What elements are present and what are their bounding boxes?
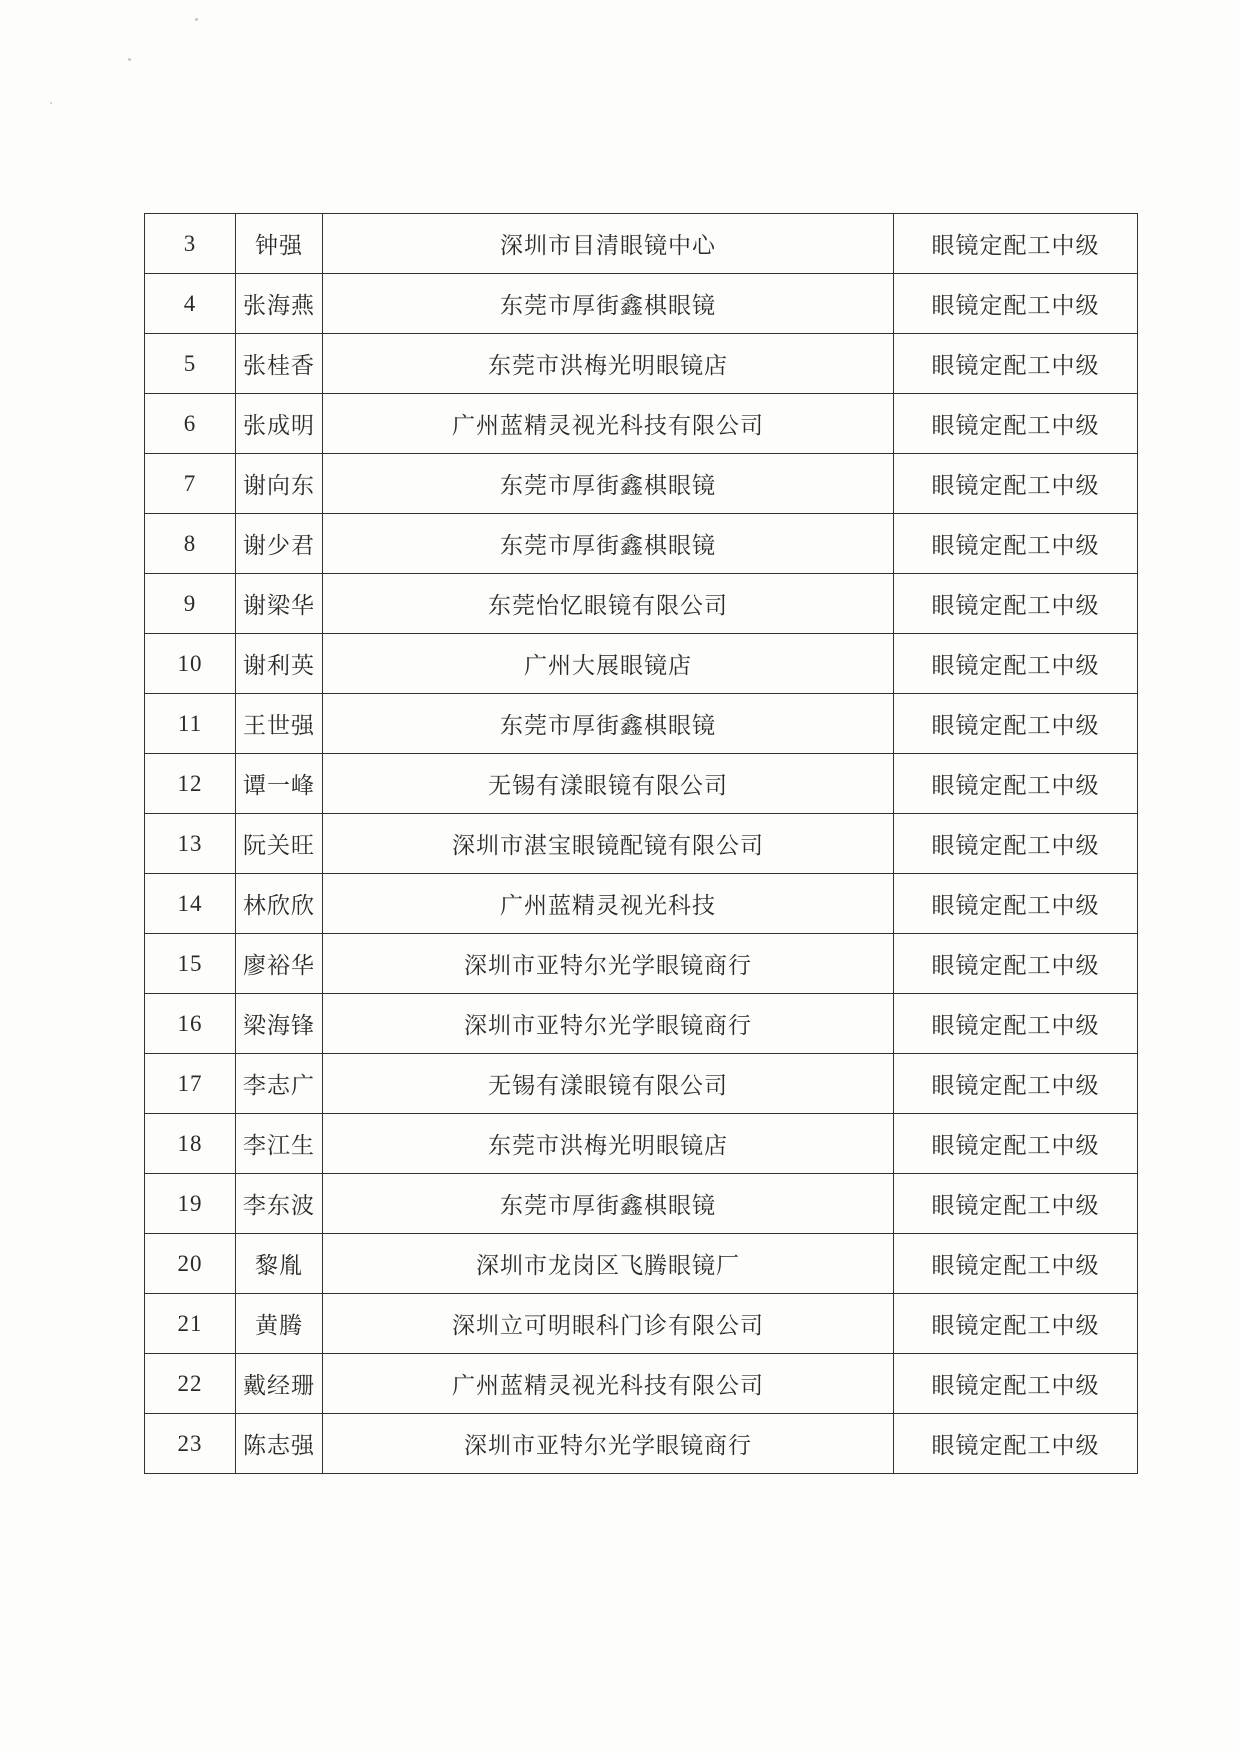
company-cell: 深圳立可明眼科门诊有限公司 [323, 1294, 894, 1354]
name-cell: 李志广 [236, 1054, 323, 1114]
table-row [145, 394, 1138, 454]
name-cell: 阮关旺 [236, 814, 323, 874]
company-cell: 无锡有漾眼镜有限公司 [323, 754, 894, 814]
table-row [145, 874, 1138, 934]
row-number-cell: 8 [145, 514, 236, 574]
company-cell: 东莞市厚街鑫棋眼镜 [323, 454, 894, 514]
level-cell: 眼镜定配工中级 [894, 1114, 1138, 1174]
level-cell: 眼镜定配工中级 [894, 994, 1138, 1054]
row-number-cell: 5 [145, 334, 236, 394]
row-number-cell: 21 [145, 1294, 236, 1354]
name-cell: 谢少君 [236, 514, 323, 574]
level-cell: 眼镜定配工中级 [894, 454, 1138, 514]
company-cell: 深圳市亚特尔光学眼镜商行 [323, 1414, 894, 1474]
company-cell: 无锡有漾眼镜有限公司 [323, 1054, 894, 1114]
company-cell: 深圳市湛宝眼镜配镜有限公司 [323, 814, 894, 874]
name-cell: 谢梁华 [236, 574, 323, 634]
row-number-cell: 7 [145, 454, 236, 514]
name-cell: 梁海锋 [236, 994, 323, 1054]
name-cell: 李东波 [236, 1174, 323, 1234]
company-cell: 东莞怡忆眼镜有限公司 [323, 574, 894, 634]
roster-table-body [145, 214, 1138, 1474]
table-row [145, 1114, 1138, 1174]
company-cell: 东莞市厚街鑫棋眼镜 [323, 1174, 894, 1234]
level-cell: 眼镜定配工中级 [894, 694, 1138, 754]
table-row [145, 694, 1138, 754]
table-row [145, 334, 1138, 394]
row-number-cell: 11 [145, 694, 236, 754]
name-cell: 陈志强 [236, 1414, 323, 1474]
row-number-cell: 9 [145, 574, 236, 634]
level-cell: 眼镜定配工中级 [894, 874, 1138, 934]
table-row [145, 934, 1138, 994]
name-cell: 张海燕 [236, 274, 323, 334]
company-cell: 广州蓝精灵视光科技有限公司 [323, 1354, 894, 1414]
level-cell: 眼镜定配工中级 [894, 1414, 1138, 1474]
level-cell: 眼镜定配工中级 [894, 814, 1138, 874]
level-cell: 眼镜定配工中级 [894, 1174, 1138, 1234]
name-cell: 黄腾 [236, 1294, 323, 1354]
level-cell: 眼镜定配工中级 [894, 1054, 1138, 1114]
name-cell: 黎胤 [236, 1234, 323, 1294]
company-cell: 广州蓝精灵视光科技 [323, 874, 894, 934]
level-cell: 眼镜定配工中级 [894, 934, 1138, 994]
company-cell: 深圳市龙岗区飞腾眼镜厂 [323, 1234, 894, 1294]
table-row [145, 574, 1138, 634]
name-cell: 廖裕华 [236, 934, 323, 994]
company-cell: 广州大展眼镜店 [323, 634, 894, 694]
name-cell: 谭一峰 [236, 754, 323, 814]
roster-table [144, 213, 1138, 1474]
table-row [145, 994, 1138, 1054]
name-cell: 王世强 [236, 694, 323, 754]
company-cell: 广州蓝精灵视光科技有限公司 [323, 394, 894, 454]
name-cell: 戴经珊 [236, 1354, 323, 1414]
row-number-cell: 18 [145, 1114, 236, 1174]
row-number-cell: 16 [145, 994, 236, 1054]
name-cell: 钟强 [236, 214, 323, 274]
table-row [145, 634, 1138, 694]
row-number-cell: 14 [145, 874, 236, 934]
row-number-cell: 20 [145, 1234, 236, 1294]
table-row [145, 1054, 1138, 1114]
table-row [145, 454, 1138, 514]
name-cell: 张成明 [236, 394, 323, 454]
row-number-cell: 19 [145, 1174, 236, 1234]
level-cell: 眼镜定配工中级 [894, 334, 1138, 394]
name-cell: 林欣欣 [236, 874, 323, 934]
name-cell: 张桂香 [236, 334, 323, 394]
row-number-cell: 6 [145, 394, 236, 454]
company-cell: 东莞市洪梅光明眼镜店 [323, 1114, 894, 1174]
table-row [145, 214, 1138, 274]
name-cell: 谢向东 [236, 454, 323, 514]
table-row [145, 1234, 1138, 1294]
level-cell: 眼镜定配工中级 [894, 514, 1138, 574]
level-cell: 眼镜定配工中级 [894, 754, 1138, 814]
row-number-cell: 12 [145, 754, 236, 814]
level-cell: 眼镜定配工中级 [894, 1234, 1138, 1294]
table-row [145, 1174, 1138, 1234]
level-cell: 眼镜定配工中级 [894, 394, 1138, 454]
row-number-cell: 10 [145, 634, 236, 694]
row-number-cell: 23 [145, 1414, 236, 1474]
table-row [145, 274, 1138, 334]
name-cell: 李江生 [236, 1114, 323, 1174]
row-number-cell: 15 [145, 934, 236, 994]
table-row [145, 1294, 1138, 1354]
table-row [145, 754, 1138, 814]
table-row [145, 1354, 1138, 1414]
level-cell: 眼镜定配工中级 [894, 634, 1138, 694]
level-cell: 眼镜定配工中级 [894, 274, 1138, 334]
scan-speck [128, 58, 131, 61]
row-number-cell: 3 [145, 214, 236, 274]
company-cell: 深圳市目清眼镜中心 [323, 214, 894, 274]
table-row [145, 514, 1138, 574]
level-cell: 眼镜定配工中级 [894, 1294, 1138, 1354]
row-number-cell: 17 [145, 1054, 236, 1114]
company-cell: 东莞市厚街鑫棋眼镜 [323, 514, 894, 574]
row-number-cell: 22 [145, 1354, 236, 1414]
company-cell: 深圳市亚特尔光学眼镜商行 [323, 994, 894, 1054]
scan-speck [50, 102, 52, 104]
name-cell: 谢利英 [236, 634, 323, 694]
scan-speck [195, 18, 198, 21]
company-cell: 深圳市亚特尔光学眼镜商行 [323, 934, 894, 994]
table-row [145, 814, 1138, 874]
company-cell: 东莞市洪梅光明眼镜店 [323, 334, 894, 394]
row-number-cell: 4 [145, 274, 236, 334]
level-cell: 眼镜定配工中级 [894, 214, 1138, 274]
company-cell: 东莞市厚街鑫棋眼镜 [323, 694, 894, 754]
level-cell: 眼镜定配工中级 [894, 574, 1138, 634]
level-cell: 眼镜定配工中级 [894, 1354, 1138, 1414]
company-cell: 东莞市厚街鑫棋眼镜 [323, 274, 894, 334]
row-number-cell: 13 [145, 814, 236, 874]
table-row [145, 1414, 1138, 1474]
